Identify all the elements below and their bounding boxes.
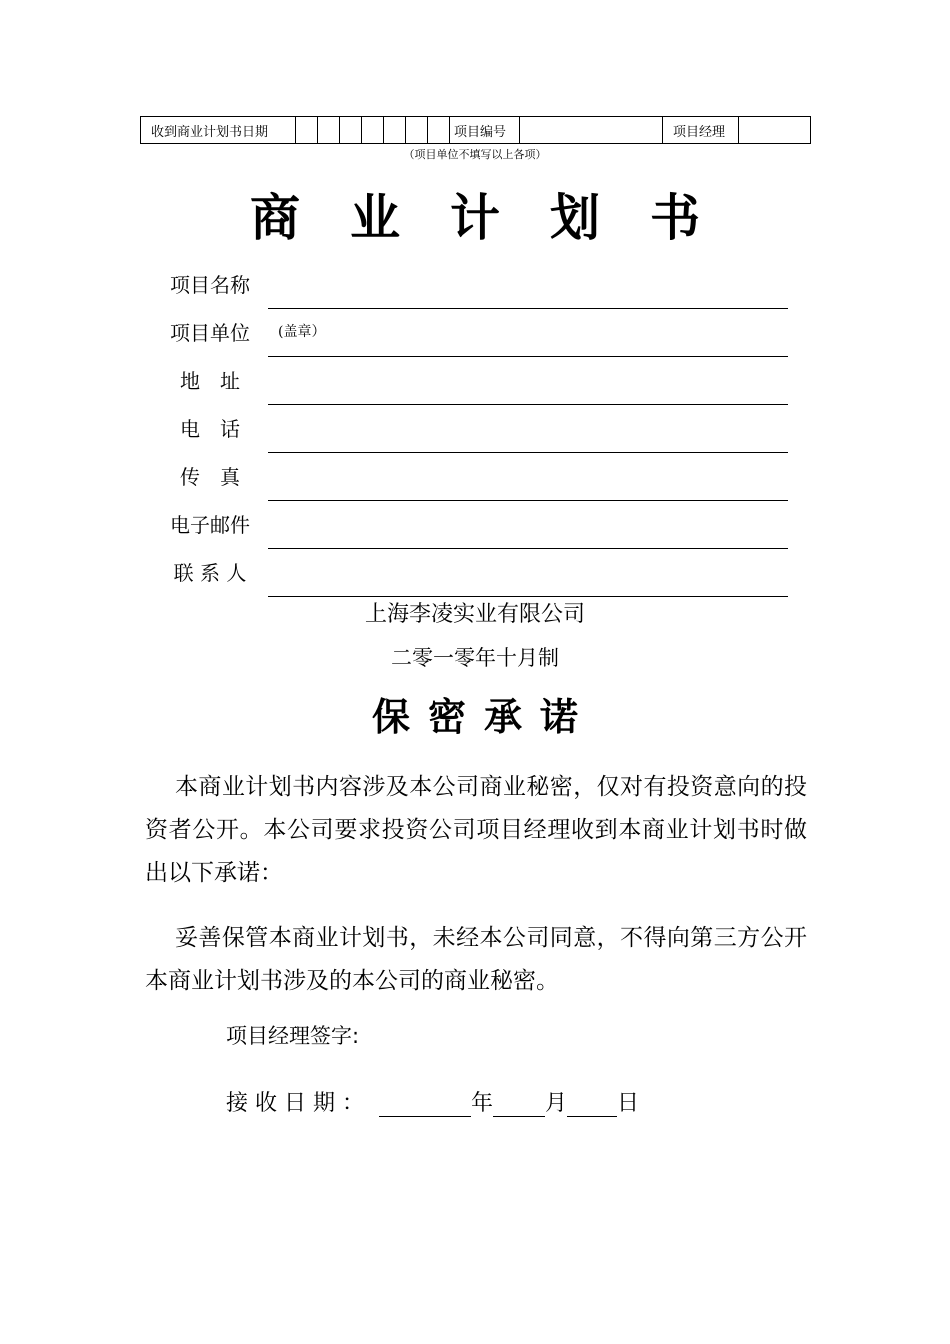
- form-row: [160, 549, 790, 597]
- form-row-label: 项目名称: [170, 273, 250, 297]
- date-digit-box[interactable]: [362, 117, 384, 144]
- commitment-paragraph: 本商业计划书内容涉及本公司商业秘密，仅对有投资意向的投资者公开。本公司要求投资公司项目经理收到本商业计划书时做出以下承诺：: [145, 774, 807, 886]
- form-row-label: 电 话: [180, 417, 240, 441]
- document-title: 商业计划书: [250, 189, 750, 247]
- manager-field[interactable]: [739, 117, 811, 144]
- form-row: [160, 501, 790, 549]
- form-row-label: 联 系 人: [173, 561, 247, 585]
- made-date: 二零一零年十月制: [391, 646, 559, 670]
- year-blank[interactable]: [379, 1090, 471, 1117]
- month-unit: 月: [545, 1091, 568, 1116]
- form-row-label: 电子邮件: [170, 513, 250, 537]
- commitment-paragraph: 妥善保管本商业计划书，未经本公司同意，不得向第三方公开本商业计划书涉及的本公司的商业秘密。: [145, 925, 807, 994]
- date-digit-box[interactable]: [428, 117, 450, 144]
- date-digit-box[interactable]: [384, 117, 406, 144]
- form-row-label: 传 真: [180, 465, 240, 489]
- form-row: [160, 357, 790, 405]
- confidential-title: 保密承诺: [371, 695, 596, 739]
- signature-label: 项目经理签字:: [226, 1024, 360, 1048]
- day-blank[interactable]: [567, 1090, 617, 1117]
- manager-label: 项目经理: [663, 117, 739, 144]
- day-unit: 日: [617, 1091, 640, 1116]
- date-digit-box[interactable]: [340, 117, 362, 144]
- month-blank[interactable]: [493, 1090, 545, 1117]
- project-no-label: 项目编号: [450, 117, 520, 144]
- project-no-field[interactable]: [520, 117, 663, 144]
- form-row: [160, 261, 790, 309]
- form-row-label: 地 址: [180, 369, 240, 393]
- intake-note: （项目单位不填写以上各项）: [403, 148, 547, 161]
- date-digit-box[interactable]: [318, 117, 340, 144]
- date-digit-box[interactable]: [296, 117, 318, 144]
- form-row-hint: (盖章）: [278, 324, 326, 340]
- intake-table: [140, 116, 811, 144]
- form-row: [160, 405, 790, 453]
- date-digit-box[interactable]: [406, 117, 428, 144]
- form-row-label: 项目单位: [170, 321, 250, 345]
- received-date-label: 收到商业计划书日期: [141, 117, 296, 144]
- form-row: [160, 309, 790, 357]
- company-name: 上海李凌实业有限公司: [364, 602, 585, 627]
- receive-date-label: 接收日期：: [226, 1091, 372, 1116]
- form-row: [160, 453, 790, 501]
- year-unit: 年: [471, 1091, 494, 1116]
- receive-date-line: [226, 1086, 639, 1117]
